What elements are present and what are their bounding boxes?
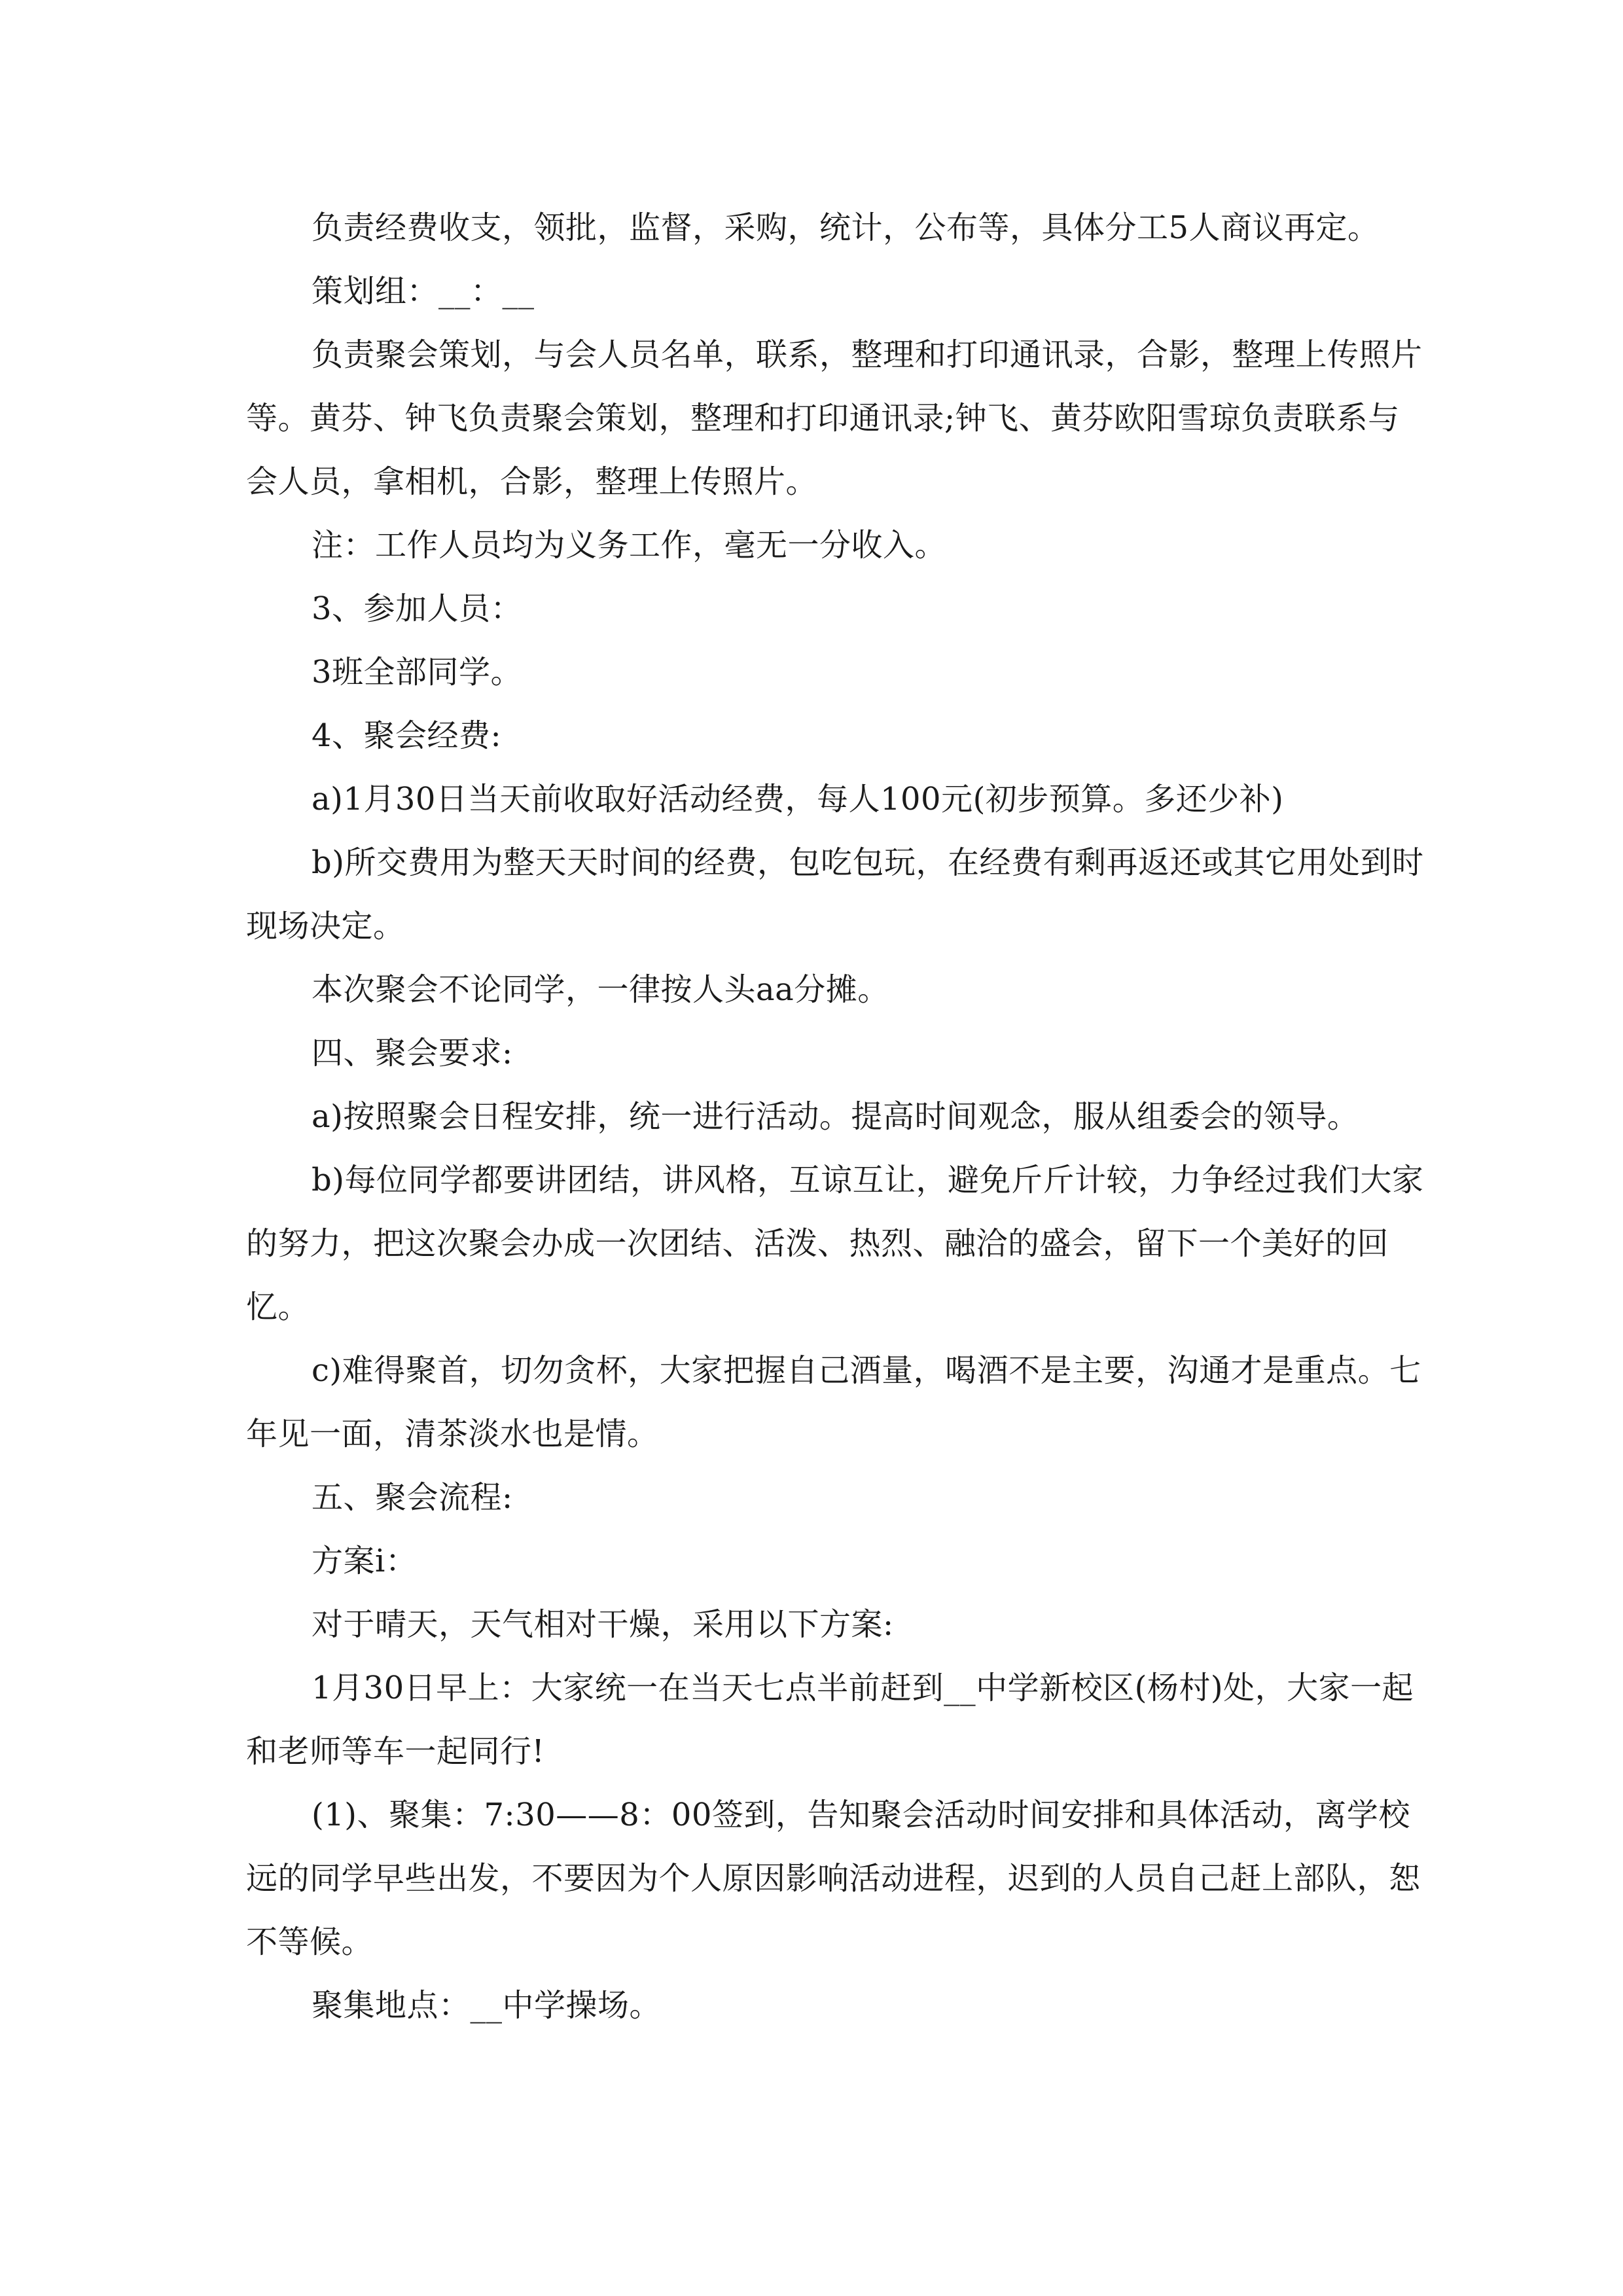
heading-funding: 4、聚会经费: <box>312 717 502 754</box>
paragraph-planning-duties: 负责聚会策划，与会人员名单，联系，整理和打印通讯录，合影，整理上传照片等。黄芬、钟飞负责聚会策划，整理和打印通讯录;钟飞、黄芬欧阳雪琼负责联系与会人员，拿相机，合影，整理上传照片。 <box>246 336 1423 500</box>
document-body <box>246 196 1424 2037</box>
paragraph-requirement-a: a)按照聚会日程安排，统一进行活动。提高时间观念，服从组委会的领导。 <box>312 1098 1359 1135</box>
paragraph-planning-group: 策划组：__：__ <box>312 273 535 310</box>
heading-plan-i: 方案ⅰ： <box>312 1543 418 1579</box>
paragraph-volunteer-note: 注：工作人员均为义务工作，毫无一分收入。 <box>312 527 947 564</box>
paragraph-requirement-c: c)难得聚首，切勿贪杯，大家把握自己酒量，喝酒不是主要，沟通才是重点。七年见一面，清茶淡水也是情。 <box>246 1352 1421 1452</box>
paragraph-gathering-location: 聚集地点：__中学操场。 <box>312 1987 662 2024</box>
paragraph-funding-duties: 负责经费收支，领批，监督，采购，统计，公布等，具体分工5人商议再定。 <box>312 209 1380 246</box>
heading-requirements: 四、聚会要求: <box>312 1035 513 1071</box>
paragraph-gathering: (1)、聚集：7:30——8：00签到，告知聚会活动时间安排和具体活动，离学校远的同学早些出发，不要因为个人原因影响活动进程，迟到的人员自己赶上部队，恕不等候。 <box>246 1797 1421 1960</box>
heading-process: 五、聚会流程: <box>312 1479 513 1516</box>
paragraph-participants: 3班全部同学。 <box>312 654 523 691</box>
paragraph-sunny-day: 对于晴天，天气相对干燥，采用以下方案: <box>312 1606 894 1643</box>
heading-participants: 3、参加人员： <box>312 590 523 627</box>
paragraph-funding-b: b)所交费用为整天天时间的经费，包吃包玩，在经费有剩再返还或其它用处到时现场决定。 <box>246 844 1424 944</box>
paragraph-requirement-b: b)每位同学都要讲团结，讲风格，互谅互让，避免斤斤计较，力争经过我们大家的努力，把这次聚会办成一次团结、活泼、热烈、融洽的盛会，留下一个美好的回忆。 <box>246 1162 1424 1325</box>
paragraph-cost-split: 本次聚会不论同学，一律按人头aa分摊。 <box>312 971 889 1008</box>
paragraph-morning-meetup: 1月30日早上：大家统一在当天七点半前赶到__中学新校区(杨村)处，大家一起和老师等车一起同行! <box>246 1670 1414 1770</box>
paragraph-funding-a: a)1月30日当天前收取好活动经费，每人100元(初步预算。多还少补) <box>312 781 1284 817</box>
